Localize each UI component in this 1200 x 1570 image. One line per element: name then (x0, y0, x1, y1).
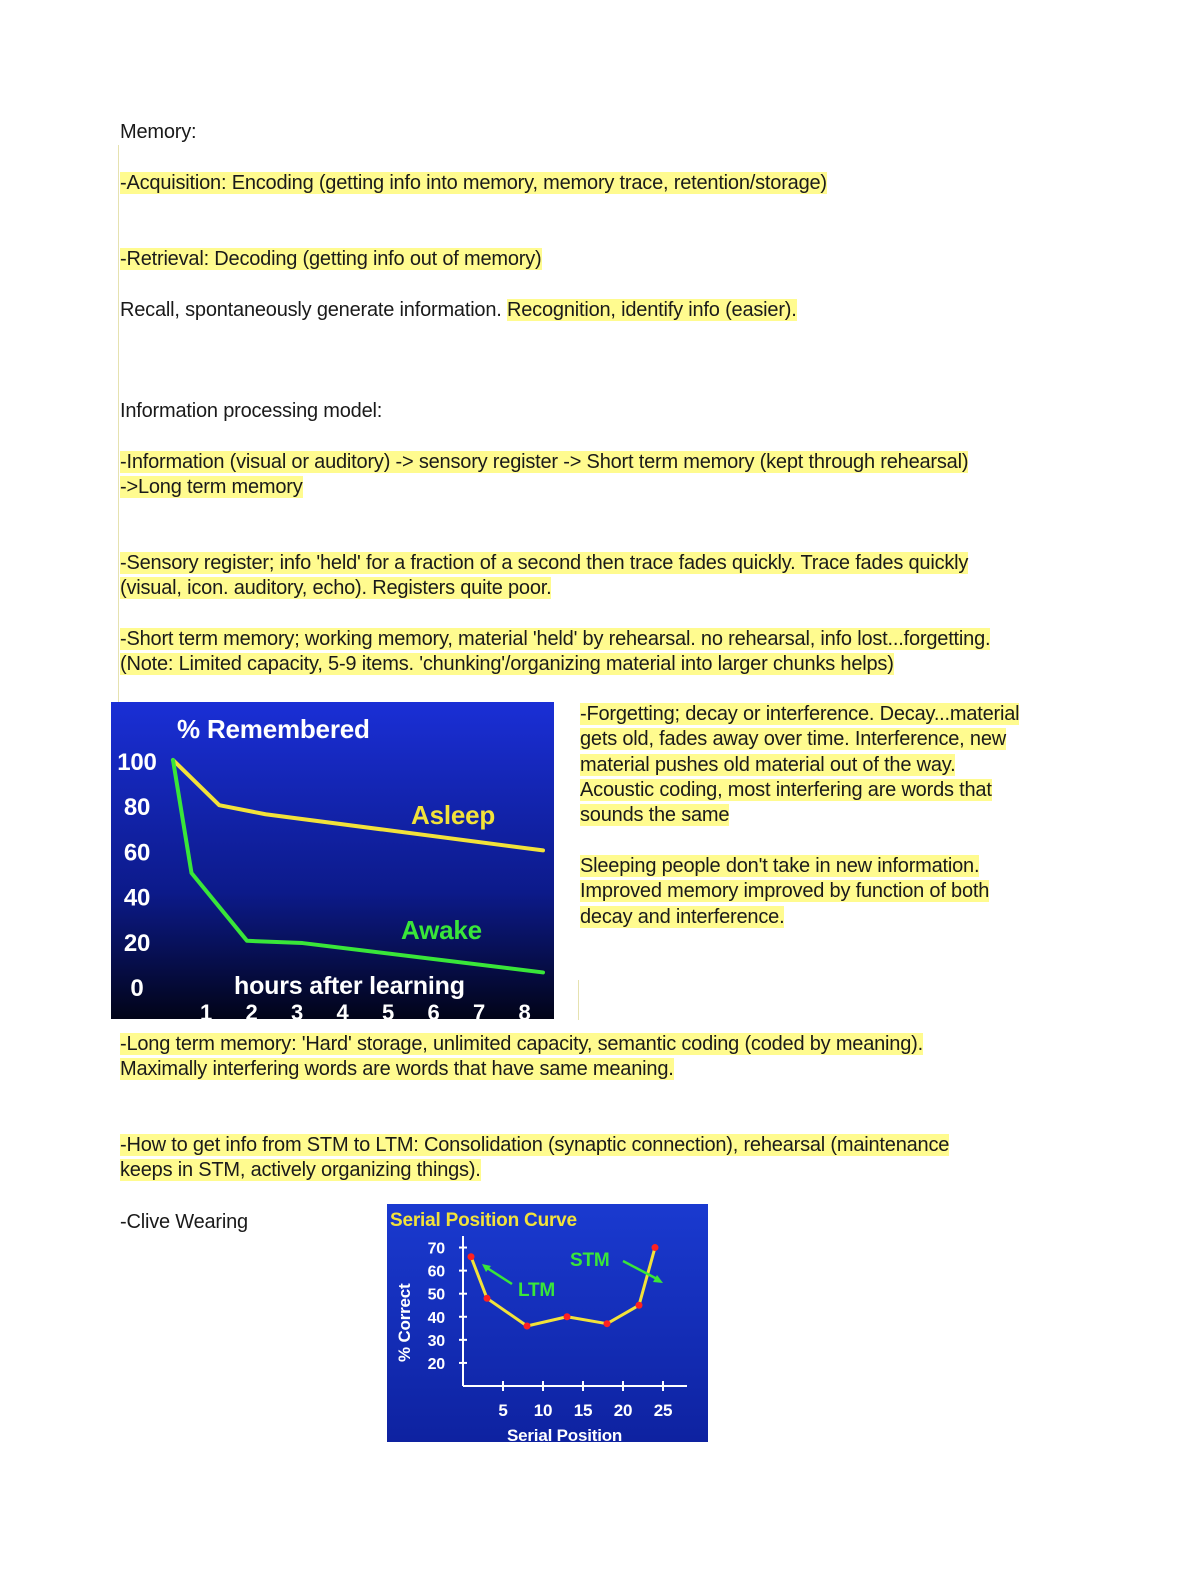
y-tick-label: 20 (427, 1355, 445, 1373)
y-tick-label: 0 (130, 975, 144, 1002)
acquisition-text: -Acquisition: Encoding (getting info into memory, memory trace, retention/storage) (120, 172, 827, 194)
x-axis-label: hours after learning (234, 972, 465, 1000)
recall-text: Recall, spontaneously generate information. (120, 299, 507, 321)
forgetting-line: material pushes old material out of the way. (580, 754, 956, 776)
y-tick-label: 40 (427, 1309, 445, 1327)
x-tick-label: 2 (245, 1000, 258, 1019)
y-tick-label: 70 (427, 1240, 445, 1258)
x-tick-label: 3 (290, 1000, 304, 1019)
x-tick-label: 25 (653, 1401, 673, 1420)
sleep-line: Sleeping people don't take in new information. (580, 855, 980, 877)
ipm-heading: Information processing model: (120, 400, 383, 422)
x-tick-label: 8 (518, 1000, 531, 1019)
stm-line-2: (Note: Limited capacity, 5-9 items. 'chunking'/organizing material into larger chunks helps) (120, 653, 894, 675)
howto-line-1: -How to get info from STM to LTM: Consolidation (synaptic connection), rehearsal (maintenance (120, 1134, 950, 1156)
x-tick-label: 5 (498, 1401, 508, 1420)
y-tick-label: 50 (427, 1286, 445, 1304)
series-label-awake: Awake (401, 915, 482, 945)
howto-line-2: keeps in STM, actively organizing things). (120, 1159, 481, 1181)
x-tick-label: 10 (533, 1401, 553, 1420)
x-tick-label: 15 (573, 1401, 593, 1420)
memory-heading: Memory: (120, 121, 197, 143)
data-point (636, 1302, 643, 1309)
forgetting-line: Acoustic coding, most interfering are words that (580, 779, 992, 801)
ltm-line-2: Maximally interfering words are words that have same meaning. (120, 1058, 674, 1080)
sleep-line: decay and interference. (580, 906, 785, 928)
margin-marker (118, 145, 119, 785)
stm-annotation: STM (570, 1250, 610, 1271)
x-axis-label: Serial Position (507, 1426, 623, 1442)
data-point (524, 1323, 531, 1330)
y-tick-label: 30 (427, 1332, 445, 1350)
x-tick-label: 1 (199, 1000, 213, 1019)
y-tick-label: 40 (123, 884, 151, 912)
series-label-asleep: Asleep (411, 800, 496, 830)
retrieval-text: -Retrieval: Decoding (getting info out of memory) (120, 248, 542, 270)
data-point (468, 1253, 475, 1260)
forgetting-line: gets old, fades away over time. Interference, new (580, 728, 1006, 750)
data-point (652, 1244, 659, 1251)
y-tick-label: 20 (123, 929, 151, 957)
x-tick-label: 4 (336, 1000, 349, 1019)
sensory-line-2: (visual, icon. auditory, echo). Registers quite poor. (120, 577, 552, 599)
data-point (564, 1313, 571, 1320)
x-tick-label: 6 (427, 1000, 440, 1019)
forgetting-line: sounds the same (580, 804, 730, 826)
stm-line-1: -Short term memory; working memory, material 'held' by rehearsal. no rehearsal, info lost...forgetting. (120, 628, 991, 650)
y-tick-label: 60 (123, 839, 151, 867)
x-tick-label: 20 (613, 1401, 633, 1420)
y-tick-label: 100 (117, 749, 157, 776)
y-axis-label: % Correct (395, 1283, 414, 1362)
remembered-chart (111, 702, 554, 1019)
ltm-annotation: LTM (518, 1280, 556, 1301)
ltm-line-1: -Long term memory: 'Hard' storage, unlimited capacity, semantic coding (coded by meaning). (120, 1033, 923, 1055)
ipm-line-2: ->Long term memory (120, 476, 303, 498)
data-point (604, 1320, 611, 1327)
x-tick-label: 7 (472, 1000, 486, 1019)
chart-title: % Remembered (177, 714, 370, 744)
chart-title: Serial Position Curve (390, 1210, 577, 1231)
y-tick-label: 80 (123, 794, 151, 822)
ipm-line-1: -Information (visual or auditory) -> sensory register -> Short term memory (kept through rehearsal) (120, 451, 969, 473)
sensory-line-1: -Sensory register; info 'held' for a fraction of a second then trace fades quickly. Trace fades quickly (120, 552, 969, 574)
margin-marker-2 (578, 980, 579, 1020)
serial-position-chart (387, 1204, 708, 1442)
data-point (484, 1295, 491, 1302)
forgetting-line: -Forgetting; decay or interference. Decay...material (580, 703, 1020, 725)
sleep-line: Improved memory improved by function of both (580, 880, 990, 902)
clive-wearing-text: -Clive Wearing (120, 1211, 248, 1233)
recognition-text: Recognition, identify info (easier). (507, 299, 797, 321)
y-tick-label: 60 (427, 1263, 445, 1281)
x-tick-label: 5 (381, 1000, 395, 1019)
